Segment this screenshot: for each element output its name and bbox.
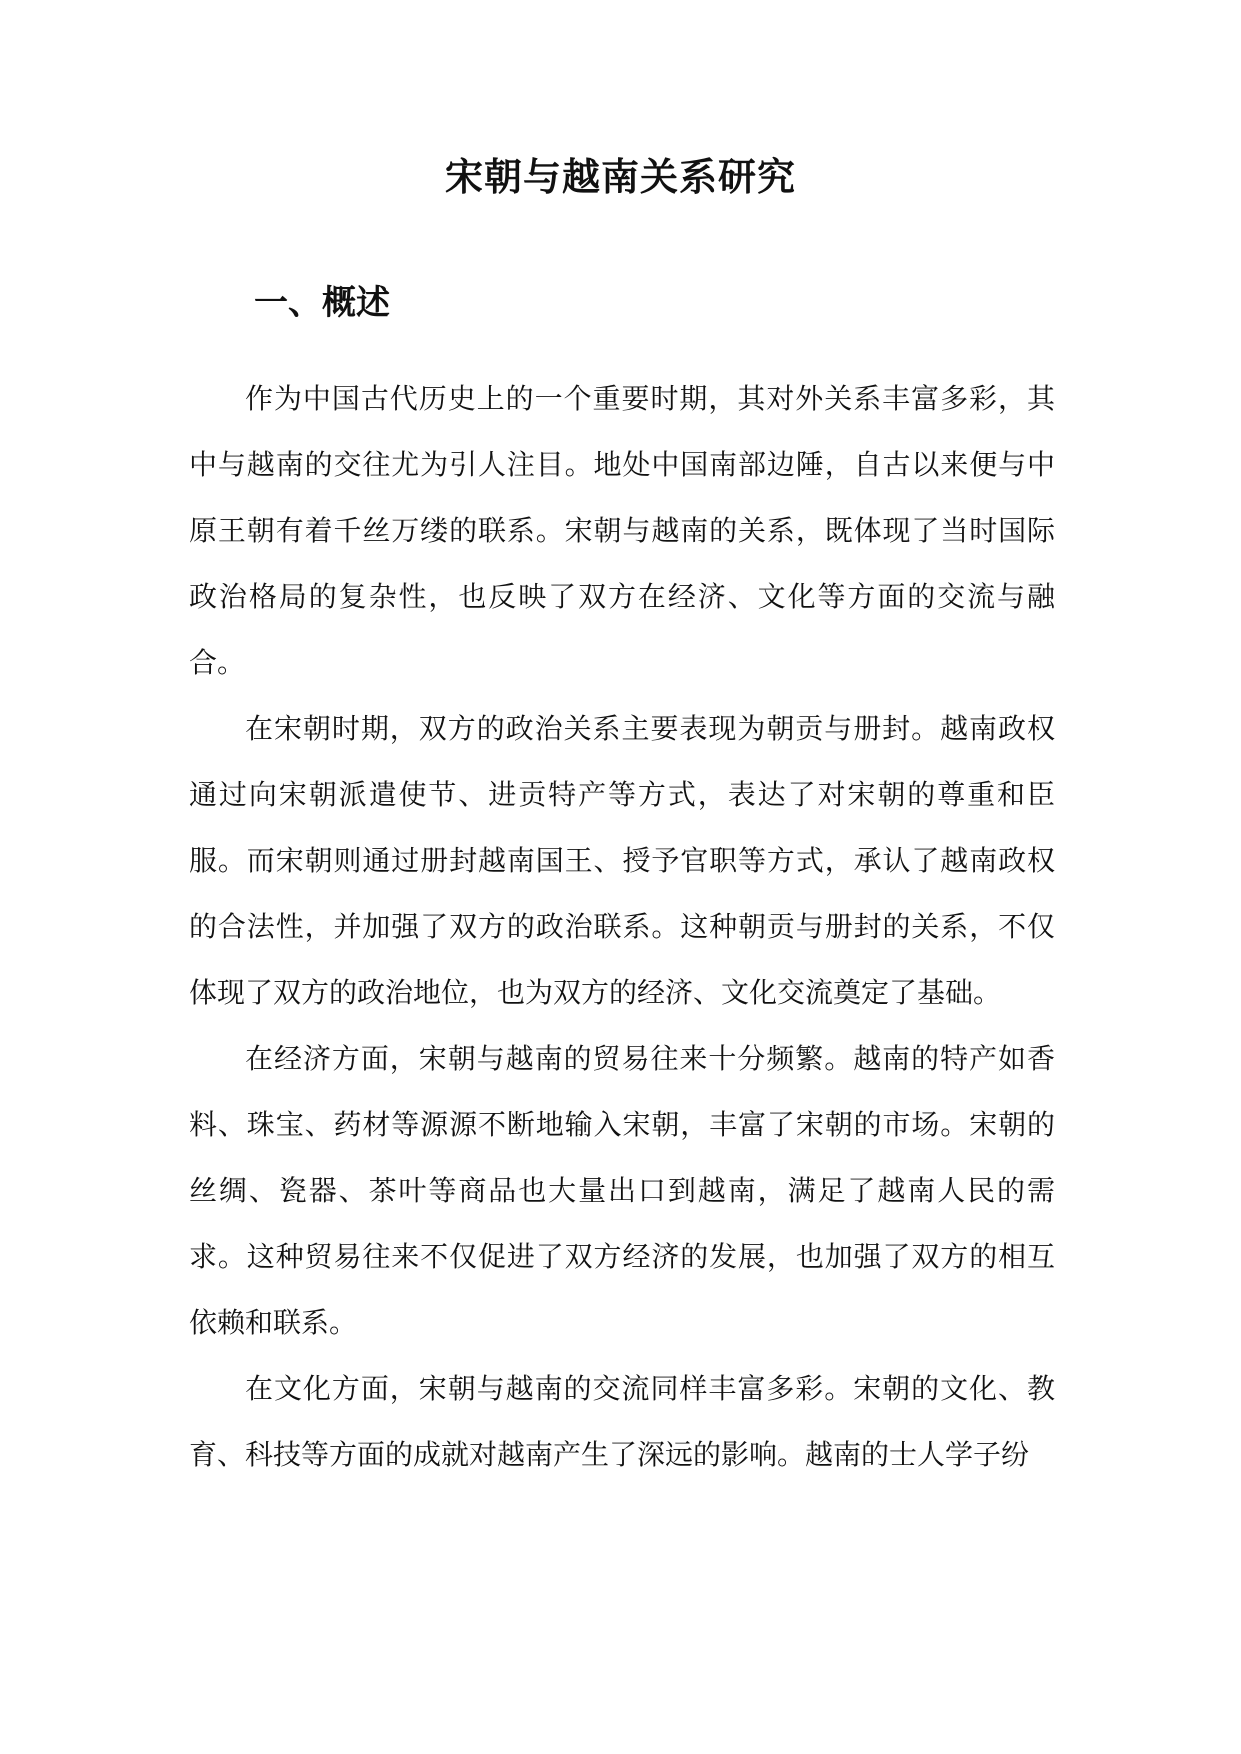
section-body bbox=[189, 366, 1055, 1488]
paragraph: 作为中国古代历史上的一个重要时期，其对外关系丰富多彩，其中与越南的交往尤为引人注目。地处中国南部边陲，自古以来便与中原王朝有着千丝万缕的联系。宋朝与越南的关系，既体现了当时国际政治格局的复杂性，也反映了双方在经济、文化等方面的交流与融合。 bbox=[189, 382, 1055, 679]
section-heading: 一、概述 bbox=[254, 283, 390, 323]
paragraph: 在经济方面，宋朝与越南的贸易往来十分频繁。越南的特产如香料、珠宝、药材等源源不断地输入宋朝，丰富了宋朝的市场。宋朝的丝绸、瓷器、茶叶等商品也大量出口到越南，满足了越南人民的需求。这种贸易往来不仅促进了双方经济的发展，也加强了双方的相互依赖和联系。 bbox=[189, 1042, 1055, 1339]
document-title: 宋朝与越南关系研究 bbox=[444, 154, 796, 199]
paragraph: 在宋朝时期，双方的政治关系主要表现为朝贡与册封。越南政权通过向宋朝派遣使节、进贡特产等方式，表达了对宋朝的尊重和臣服。而宋朝则通过册封越南国王、授予官职等方式，承认了越南政权的合法性，并加强了双方的政治联系。这种朝贡与册封的关系，不仅体现了双方的政治地位，也为双方的经济、文化交流奠定了基础。 bbox=[189, 712, 1055, 1009]
paragraph: 在文化方面，宋朝与越南的交流同样丰富多彩。宋朝的文化、教育、科技等方面的成就对越南产生了深远的影响。越南的士人学子纷 bbox=[189, 1372, 1055, 1471]
